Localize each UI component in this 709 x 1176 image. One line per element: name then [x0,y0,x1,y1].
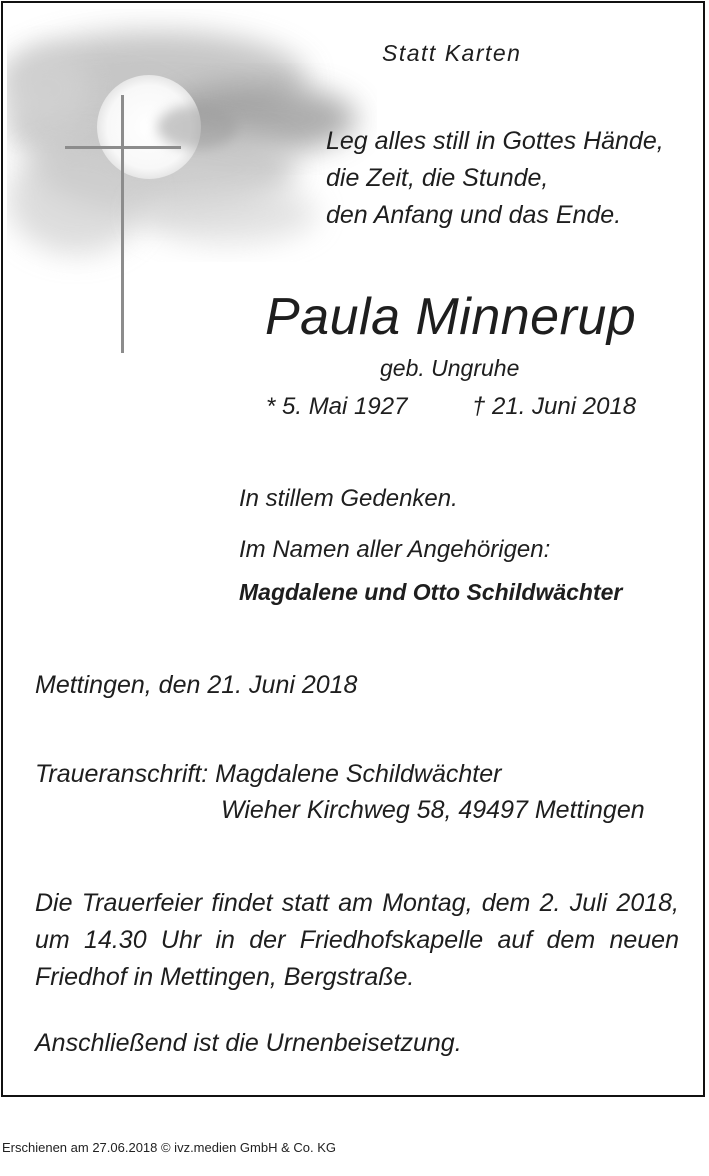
death-date: † 21. Juni 2018 [472,393,637,420]
mourning-address-street: Wieher Kirchweg 58, 49497 Mettingen [221,796,645,824]
obituary-notice [1,1,705,1097]
verse-line: den Anfang und das Ende. [326,201,622,229]
publication-footer: Erschienen am 27.06.2018 © ivz.medien GmbH & Co. KG [2,1140,337,1155]
verse-line: die Zeit, die Stunde, [326,164,549,192]
funeral-line: Friedhof in Mettingen, Bergstraße. [35,963,415,991]
deceased-name: Paula Minnerup [265,288,637,346]
funeral-line: um 14.30 Uhr in der Friedhofskapelle auf dem neuen [35,926,679,954]
memory-line: In stillem Gedenken. [239,485,458,512]
family-names: Magdalene und Otto Schildwächter [239,579,623,605]
heading-statt-karten: Statt Karten [382,40,522,66]
mourning-address-label: Traueranschrift: Magdalene Schildwächter [35,760,502,788]
urn-burial-line: Anschließend ist die Urnenbeisetzung. [35,1029,462,1057]
funeral-line: Die Trauerfeier findet statt am Montag, dem 2. Juli 2018, [35,889,679,917]
funeral-details [35,885,679,996]
maiden-name: geb. Ungruhe [380,355,520,381]
birth-date: * 5. Mai 1927 [266,393,408,420]
behalf-line: Im Namen aller Angehörigen: [239,536,551,563]
verse [326,123,664,234]
verse-line: Leg alles still in Gottes Hände, [326,127,664,155]
place-and-date: Mettingen, den 21. Juni 2018 [35,671,358,699]
